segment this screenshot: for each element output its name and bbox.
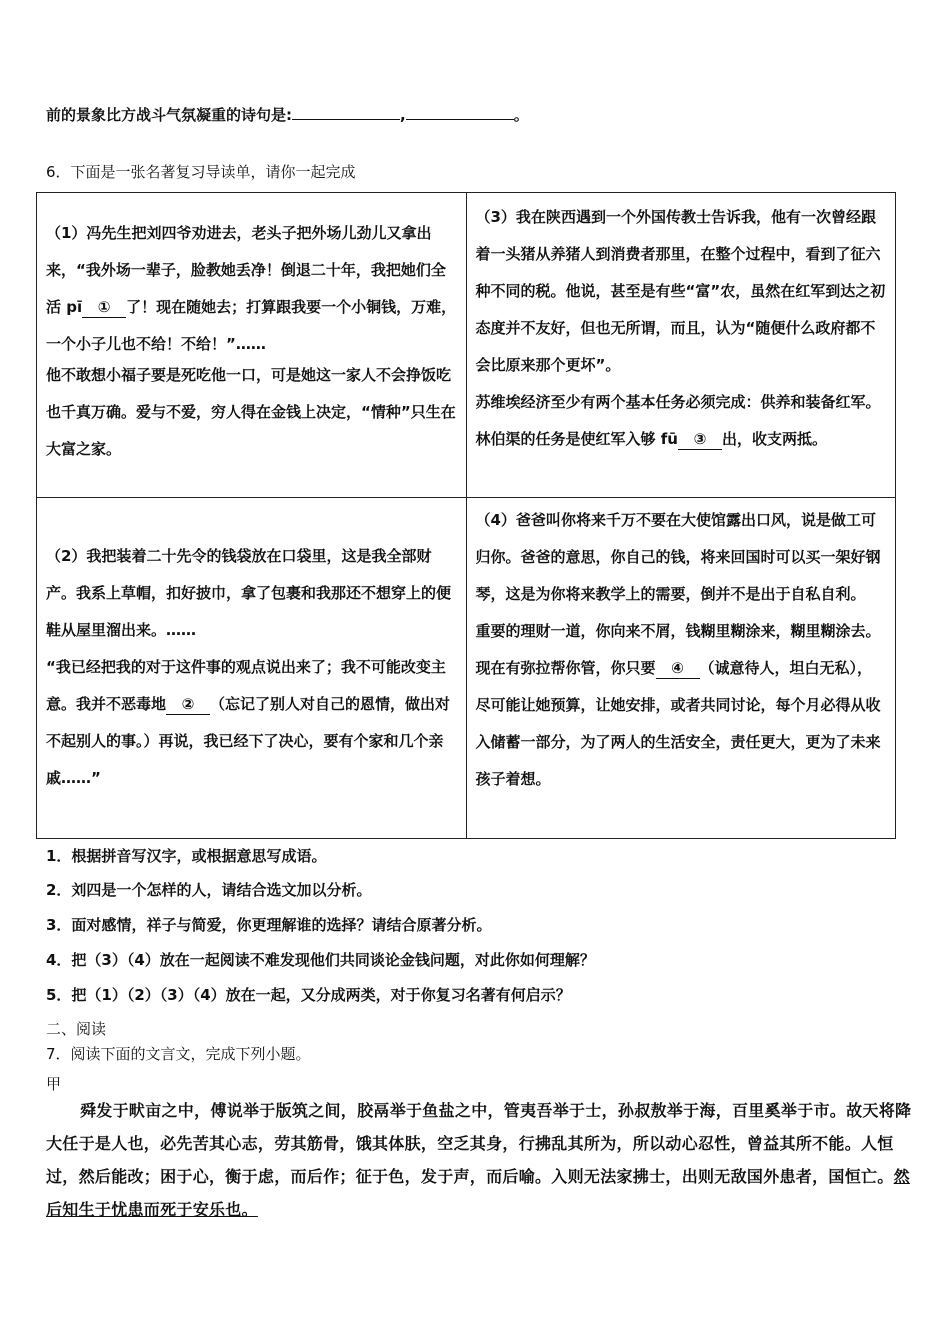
- cell-4-para-2: [476, 613, 888, 798]
- intro-separator: ,: [400, 106, 406, 124]
- blank-marker-4[interactable]: ④: [656, 658, 700, 679]
- question-3: 3．面对感情，祥子与简爱，你更理解谁的选择？请结合原著分析。: [46, 916, 492, 934]
- question-1: 1．根据拼音写汉字，或根据意思写成语。: [46, 847, 327, 865]
- q7-title: 7．阅读下面的文言文，完成下列小题。: [46, 1045, 311, 1063]
- answer-blank-1[interactable]: [292, 105, 400, 120]
- blank-marker-2[interactable]: ②: [166, 694, 210, 715]
- section-heading: 二、阅读: [46, 1020, 107, 1038]
- cell-3-para-1: （2）我把装着二十先令的钱袋放在口袋里，这是我全部财产。我系上草帽，扣好披巾，拿了包裹和我那还不想穿上的便鞋从屋里溜出来。……: [46, 547, 452, 639]
- cell-3: [37, 498, 467, 839]
- classical-main: 舜发于畎亩之中，傅说举于版筑之间，胶鬲举于鱼盐之中，管夷吾举于士，孙叔敖举于海，百里奚举于市。故天将降大任于是人也，必先苦其心志，劳其筋骨，饿其体肤，空乏其身，行拂乱其所为，所以动心忍性，曾益其所不能。人恒过，然后能改；困于心，衡于虑，而后作；征于色，发于声，而后喻。入则无法家拂士，出则无敌国外患者，国恒亡。: [46, 1101, 912, 1186]
- cell-2-para-1: （3）我在陕西遇到一个外国传教士告诉我，他有一次曾经跟着一头猪从养猪人到消费者那里，在整个过程中，看到了征六种不同的税。他说，甚至是有些“富”农，虽然在红军到达之初态度并不友好，但也无所谓，而且，认为“随便什么政府都不会比原来那个更坏”。: [475, 208, 886, 374]
- cell-2-para-2: [476, 384, 888, 458]
- classical-underlined: 然后知生于忧患而死于安乐也。: [46, 1167, 910, 1219]
- cell-4-para-1: （4）爸爸叫你将来千万不要在大使馆露出口风，说是做工可归你。爸爸的意思，你自己的钱，将来回国时可以买一架好钢琴，这是为你将来教学上的需要，倒并不是出于自私自利。: [475, 511, 881, 603]
- cell-1: [37, 193, 467, 498]
- intro-line: [46, 104, 529, 125]
- answer-blank-2[interactable]: [406, 105, 514, 120]
- reading-guide-table: [36, 192, 896, 839]
- cell-1-text-b: 了！现在随她去；打算跟我要一个小铜钱，万难，一个小子儿也不给！不给！”……: [46, 298, 457, 353]
- intro-text: 前的景象比方战斗气氛凝重的诗句是:: [46, 106, 293, 124]
- cell-2-text-a: 苏维埃经济至少有两个基本任务必须完成：供养和装备红军。林伯渠的任务是使红军入够 fū: [475, 393, 881, 448]
- question-4: 4．把（3）（4）放在一起阅读不难发现他们共同谈论金钱问题，对此你如何理解？: [46, 951, 595, 969]
- question-5: 5．把（1）（2）（3）（4）放在一起，又分成两类，对于你复习名著有何启示？: [46, 986, 571, 1004]
- cell-2-text-b: 出，收支两抵。: [721, 430, 827, 448]
- cell-4-text-b: （诚意待人，坦白无私），尽可能让她预算，让她安排，或者共同讨论，每个月必得从收入储蓄一部分，为了两人的生活安全，责任更大，更为了未来孩子着想。: [475, 659, 881, 788]
- cell-4: [466, 498, 896, 839]
- classical-passage: [46, 1094, 914, 1226]
- blank-marker-3[interactable]: ③: [678, 429, 722, 450]
- question-2: 2．刘四是一个怎样的人，请结合选文加以分析。: [46, 881, 372, 899]
- cell-3-text-a: “我已经把我的对于这件事的观点说出来了；我不可能改变主意。我并不恶毒地: [46, 658, 446, 713]
- cell-1-para-1: [46, 215, 458, 363]
- blank-marker-1[interactable]: ①: [82, 297, 126, 318]
- cell-3-text-b: （忘记了别人对自己的恩情，做出对不起别人的事。）再说，我已经下了决心，要有个家和几个亲戚……”: [46, 695, 451, 787]
- intro-end: 。: [513, 106, 529, 124]
- cell-4-text-a: 重要的理财一道，你向来不屑，钱糊里糊涂来，糊里糊涂去。现在有弥拉帮你管，你只要: [475, 622, 881, 677]
- cell-2: [466, 193, 896, 498]
- cell-1-text-a: （1）冯先生把刘四爷劝进去，老头子把外场儿劲儿又拿出来，“我外场一辈子，脸教她丢净！倒退二十年，我把她们全活 pī: [46, 224, 446, 316]
- passage-label: 甲: [46, 1075, 62, 1093]
- cell-3-para-2: [46, 649, 458, 797]
- q6-title: 6．下面是一张名著复习导读单，请你一起完成: [46, 163, 356, 181]
- cell-1-para-2: 他不敢想小福子要是死吃他一口，可是她这一家人不会挣饭吃也千真万确。爱与不爱，穷人得在金钱上决定，“情种”只生在大富之家。: [46, 366, 456, 458]
